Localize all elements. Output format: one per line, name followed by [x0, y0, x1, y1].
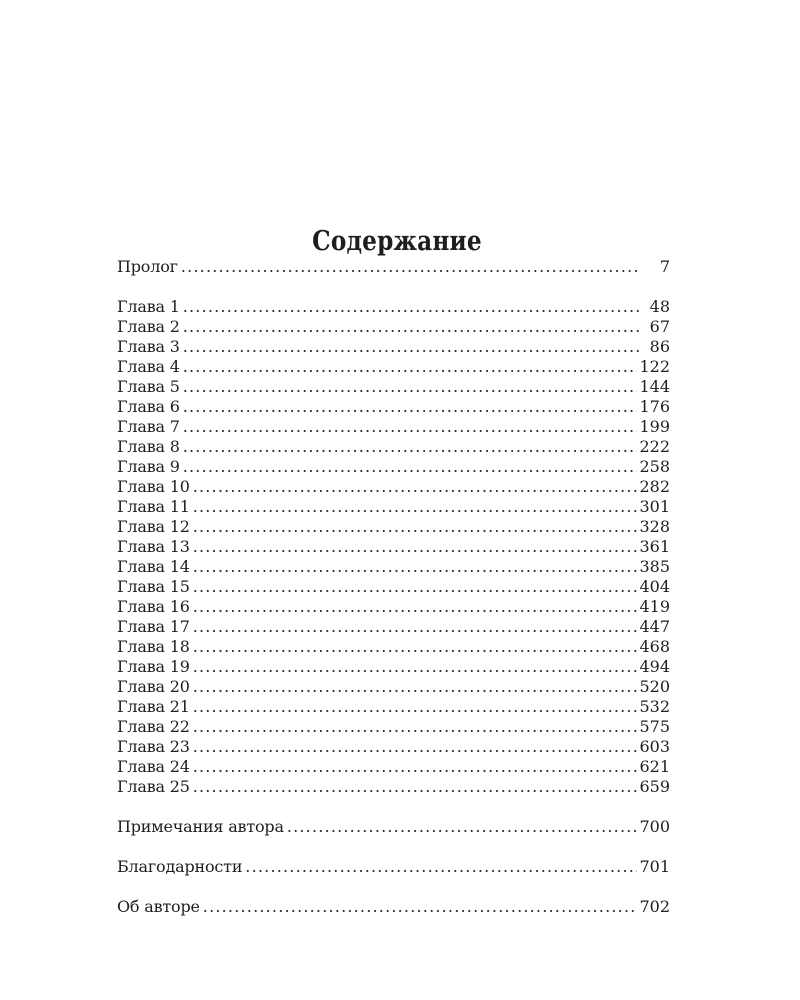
toc-entry-label: Глава 4 [117, 357, 180, 376]
toc-entry-chapter-22 [117, 717, 670, 737]
toc-entry-page: 447 [639, 617, 670, 636]
toc-entry-label: Глава 7 [117, 417, 180, 436]
dot-leader [193, 677, 638, 697]
toc-entry-chapter-25 [117, 777, 670, 797]
toc-entry-author-notes [117, 817, 670, 837]
dot-leader [245, 857, 637, 877]
toc-entry-chapter-20 [117, 677, 670, 697]
dot-leader [183, 437, 638, 457]
toc-entry-chapter-8 [117, 437, 670, 457]
toc-entry-page: 328 [639, 517, 670, 536]
toc-entry-page: 144 [639, 377, 670, 396]
toc-entry-page: 520 [639, 677, 670, 696]
toc-entry-label: Глава 25 [117, 777, 190, 796]
toc-entry-page: 468 [639, 637, 670, 656]
toc-entry-page: 176 [639, 397, 670, 416]
toc-entry-chapter-1 [117, 297, 670, 317]
toc-entry-chapter-5 [117, 377, 670, 397]
toc-entry-chapter-16 [117, 597, 670, 617]
toc-entry-chapter-2 [117, 317, 670, 337]
toc-entry-chapter-4 [117, 357, 670, 377]
toc-entry-page: 258 [639, 457, 670, 476]
toc-entry-chapter-3 [117, 337, 670, 357]
toc-entry-page: 700 [639, 817, 670, 836]
toc-entry-acknowledgements [117, 857, 670, 877]
dot-leader [193, 597, 638, 617]
toc-entry-label: Глава 15 [117, 577, 190, 596]
toc-entry-label: Глава 11 [117, 497, 190, 516]
dot-leader [193, 557, 638, 577]
toc-entry-label: Примечания автора [117, 817, 284, 836]
dot-leader [183, 377, 638, 397]
dot-leader [181, 257, 640, 277]
dot-leader [193, 717, 638, 737]
toc-entry-chapter-21 [117, 697, 670, 717]
dot-leader [193, 697, 638, 717]
toc-entry-page: 86 [649, 337, 670, 356]
toc-entry-page: 702 [639, 897, 670, 916]
dot-leader [193, 737, 638, 757]
toc-entry-label: Об авторе [117, 897, 200, 916]
toc-entry-chapter-14 [117, 557, 670, 577]
dot-leader [193, 537, 638, 557]
toc-entry-page: 621 [639, 757, 670, 776]
dot-leader [183, 317, 640, 337]
toc-entry-page: 701 [639, 857, 670, 876]
dot-leader [193, 497, 638, 517]
toc-entry-label: Глава 3 [117, 337, 180, 356]
toc-entry-chapter-18 [117, 637, 670, 657]
toc-entry-chapter-24 [117, 757, 670, 777]
toc-entry-page: 199 [639, 417, 670, 436]
toc-entry-chapter-7 [117, 417, 670, 437]
dot-leader [193, 757, 638, 777]
dot-leader [183, 457, 638, 477]
dot-leader [193, 517, 638, 537]
dot-leader [193, 577, 638, 597]
toc-entry-label: Глава 1 [117, 297, 180, 316]
toc-entry-about-author [117, 897, 670, 917]
toc-entry-chapter-12 [117, 517, 670, 537]
dot-leader [183, 397, 638, 417]
toc-entry-chapter-15 [117, 577, 670, 597]
toc-entry-page: 48 [649, 297, 670, 316]
toc-entry-page: 282 [639, 477, 670, 496]
toc-entry-page: 532 [639, 697, 670, 716]
toc-entry-prologue [117, 257, 670, 277]
toc-entry-page: 659 [639, 777, 670, 796]
toc-entry-chapter-11 [117, 497, 670, 517]
toc-entry-chapter-6 [117, 397, 670, 417]
dot-leader [287, 817, 638, 837]
toc-entry-page: 404 [639, 577, 670, 596]
toc-entry-label: Глава 19 [117, 657, 190, 676]
table-of-contents [117, 257, 670, 917]
dot-leader [183, 357, 638, 377]
toc-entry-chapter-13 [117, 537, 670, 557]
toc-entry-page: 7 [659, 257, 670, 276]
toc-entry-label: Глава 16 [117, 597, 190, 616]
toc-entry-label: Глава 13 [117, 537, 190, 556]
toc-entry-page: 419 [639, 597, 670, 616]
toc-entry-label: Глава 22 [117, 717, 190, 736]
toc-entry-label: Глава 18 [117, 637, 190, 656]
toc-entry-label: Глава 17 [117, 617, 190, 636]
toc-entry-label: Глава 5 [117, 377, 180, 396]
toc-entry-label: Глава 10 [117, 477, 190, 496]
dot-leader [193, 617, 638, 637]
toc-entry-label: Глава 20 [117, 677, 190, 696]
dot-leader [193, 777, 638, 797]
dot-leader [193, 477, 638, 497]
dot-leader [203, 897, 638, 917]
dot-leader [183, 297, 640, 317]
toc-entry-page: 361 [639, 537, 670, 556]
toc-entry-label: Глава 12 [117, 517, 190, 536]
toc-entry-label: Глава 6 [117, 397, 180, 416]
toc-entry-chapter-10 [117, 477, 670, 497]
page-title: Содержание [312, 226, 482, 257]
toc-entry-label: Глава 23 [117, 737, 190, 756]
toc-entry-label: Благодарности [117, 857, 243, 876]
dot-leader [193, 637, 638, 657]
toc-entry-chapter-17 [117, 617, 670, 637]
toc-entry-label: Глава 8 [117, 437, 180, 456]
dot-leader [183, 417, 638, 437]
toc-entry-page: 301 [639, 497, 670, 516]
toc-entry-label: Глава 2 [117, 317, 180, 336]
toc-entry-page: 494 [639, 657, 670, 676]
toc-entry-label: Глава 21 [117, 697, 190, 716]
dot-leader [183, 337, 640, 357]
toc-entry-chapter-23 [117, 737, 670, 757]
toc-entry-page: 575 [639, 717, 670, 736]
dot-leader [193, 657, 638, 677]
toc-entry-page: 222 [639, 437, 670, 456]
toc-entry-chapter-19 [117, 657, 670, 677]
toc-entry-page: 67 [649, 317, 670, 336]
toc-entry-label: Глава 9 [117, 457, 180, 476]
toc-entry-label: Глава 24 [117, 757, 190, 776]
toc-entry-page: 603 [639, 737, 670, 756]
toc-entry-page: 122 [639, 357, 670, 376]
toc-entry-chapter-9 [117, 457, 670, 477]
toc-entry-label: Глава 14 [117, 557, 190, 576]
toc-entry-label: Пролог [117, 257, 178, 276]
toc-entry-page: 385 [639, 557, 670, 576]
